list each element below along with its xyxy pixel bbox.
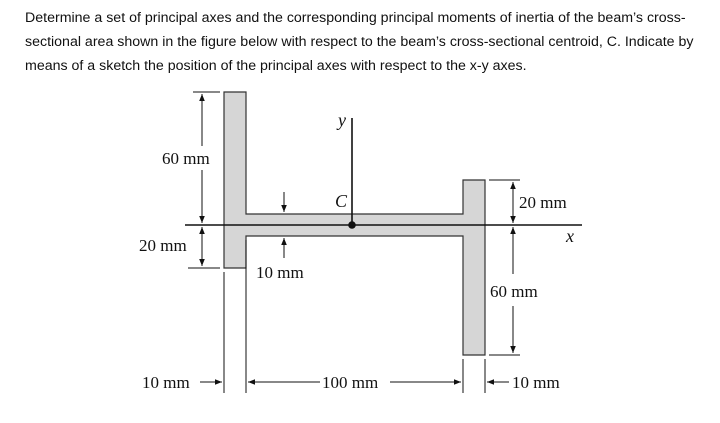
x-axis-label: x: [566, 226, 574, 246]
problem-statement: Determine a set of principal axes and the corresponding principal moments of inertia of the beam’s cross-sectional area shown in the figure below with respect to the beam’s cross-sectional centroid, C. Indicate by means of a sketch the position of the principal axes with respect to the x-y axes.: [25, 10, 694, 74]
y-axis-label: y: [338, 110, 346, 130]
dim-label-100mm: 100 mm: [322, 373, 379, 392]
centroid-point: [348, 221, 356, 229]
centroid-label: C: [335, 191, 348, 211]
dim-label-web-10mm: 10 mm: [256, 263, 304, 282]
dim-label-right-20mm: 20 mm: [519, 193, 567, 212]
dim-label-right-60mm: 60 mm: [490, 282, 538, 301]
dim-label-bottom-right-10mm: 10 mm: [512, 373, 560, 392]
dim-label-left-20mm: 20 mm: [139, 236, 187, 255]
dim-label-left-60mm: 60 mm: [162, 149, 210, 168]
dim-label-bottom-left-10mm: 10 mm: [142, 373, 190, 392]
